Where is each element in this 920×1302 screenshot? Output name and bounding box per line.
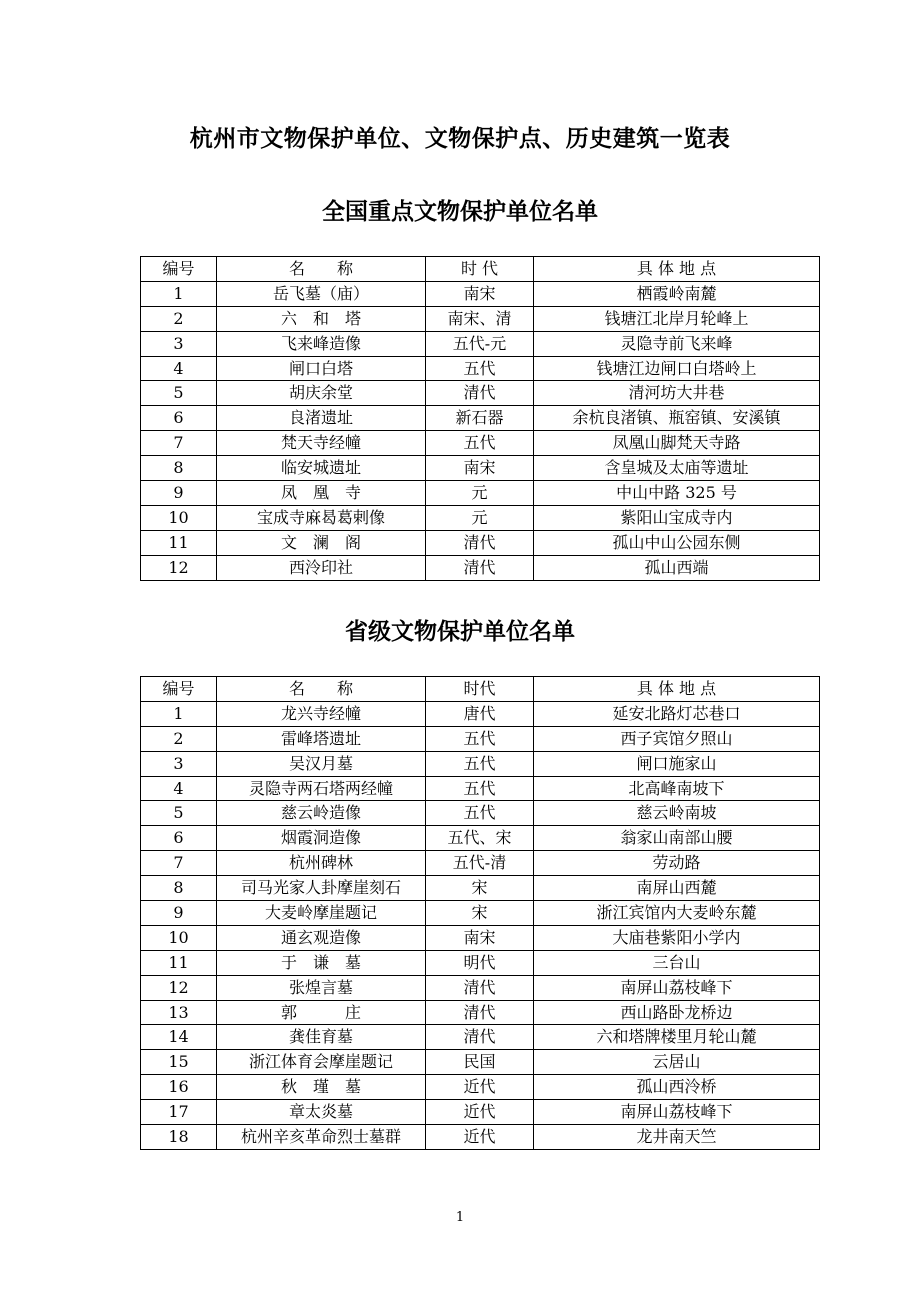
cell-location: 钱塘江北岸月轮峰上 xyxy=(534,306,820,331)
table-row xyxy=(141,356,820,381)
cell-number: 5 xyxy=(141,381,217,406)
cell-name: 胡庆余堂 xyxy=(217,381,426,406)
table-row xyxy=(141,701,820,726)
table-row xyxy=(141,431,820,456)
cell-era: 清代 xyxy=(426,555,534,580)
cell-era: 民国 xyxy=(426,1050,534,1075)
cell-era: 元 xyxy=(426,505,534,530)
cell-number: 9 xyxy=(141,901,217,926)
cell-name: 临安城遗址 xyxy=(217,456,426,481)
cell-name: 吴汉月墓 xyxy=(217,751,426,776)
cell-number: 7 xyxy=(141,851,217,876)
table-row xyxy=(141,1000,820,1025)
cell-location: 孤山西端 xyxy=(534,555,820,580)
cell-number: 2 xyxy=(141,726,217,751)
cell-location: 劳动路 xyxy=(534,851,820,876)
cell-era: 新石器 xyxy=(426,406,534,431)
cell-name: 慈云岭造像 xyxy=(217,801,426,826)
table-header-row xyxy=(141,257,820,282)
national-heritage-table xyxy=(140,256,820,581)
cell-number: 3 xyxy=(141,331,217,356)
cell-era: 明代 xyxy=(426,950,534,975)
cell-location: 闸口施家山 xyxy=(534,751,820,776)
cell-name: 灵隐寺两石塔两经幢 xyxy=(217,776,426,801)
header-location: 具 体 地 点 xyxy=(534,677,820,702)
cell-number: 16 xyxy=(141,1075,217,1100)
cell-location: 龙井南天竺 xyxy=(534,1125,820,1150)
cell-era: 五代 xyxy=(426,431,534,456)
table-row xyxy=(141,726,820,751)
cell-location: 西子宾馆夕照山 xyxy=(534,726,820,751)
table-row xyxy=(141,456,820,481)
cell-name: 宝成寺麻曷葛剌像 xyxy=(217,505,426,530)
cell-name: 文 澜 阁 xyxy=(217,530,426,555)
cell-era: 清代 xyxy=(426,975,534,1000)
cell-era: 五代 xyxy=(426,776,534,801)
table-row xyxy=(141,901,820,926)
cell-number: 10 xyxy=(141,505,217,530)
cell-name: 岳飞墓（庙） xyxy=(217,281,426,306)
cell-location: 云居山 xyxy=(534,1050,820,1075)
table-row xyxy=(141,801,820,826)
table-row xyxy=(141,530,820,555)
cell-name: 龙兴寺经幢 xyxy=(217,701,426,726)
table-row xyxy=(141,381,820,406)
cell-number: 2 xyxy=(141,306,217,331)
cell-era: 五代 xyxy=(426,751,534,776)
cell-name: 张煌言墓 xyxy=(217,975,426,1000)
cell-number: 1 xyxy=(141,701,217,726)
header-era: 时代 xyxy=(426,677,534,702)
cell-era: 五代、宋 xyxy=(426,826,534,851)
cell-location: 六和塔牌楼里月轮山麓 xyxy=(534,1025,820,1050)
table-row xyxy=(141,281,820,306)
cell-location: 栖霞岭南麓 xyxy=(534,281,820,306)
cell-name: 龚佳育墓 xyxy=(217,1025,426,1050)
cell-name: 烟霞洞造像 xyxy=(217,826,426,851)
cell-number: 17 xyxy=(141,1100,217,1125)
table-row xyxy=(141,1125,820,1150)
cell-era: 五代-清 xyxy=(426,851,534,876)
cell-era: 五代-元 xyxy=(426,331,534,356)
cell-era: 清代 xyxy=(426,1000,534,1025)
cell-location: 大庙巷紫阳小学内 xyxy=(534,925,820,950)
cell-name: 司马光家人卦摩崖刻石 xyxy=(217,876,426,901)
cell-era: 宋 xyxy=(426,901,534,926)
header-name: 名 称 xyxy=(217,257,426,282)
table-row xyxy=(141,1025,820,1050)
table-row xyxy=(141,306,820,331)
table-row xyxy=(141,481,820,506)
cell-number: 9 xyxy=(141,481,217,506)
cell-number: 12 xyxy=(141,555,217,580)
table-row xyxy=(141,1050,820,1075)
cell-location: 三台山 xyxy=(534,950,820,975)
cell-location: 余杭良渚镇、瓶窑镇、安溪镇 xyxy=(534,406,820,431)
cell-number: 4 xyxy=(141,356,217,381)
provincial-heritage-table xyxy=(140,676,820,1150)
cell-location: 南屏山荔枝峰下 xyxy=(534,975,820,1000)
cell-era: 五代 xyxy=(426,801,534,826)
cell-location: 灵隐寺前飞来峰 xyxy=(534,331,820,356)
header-era: 时 代 xyxy=(426,257,534,282)
cell-location: 浙江宾馆内大麦岭东麓 xyxy=(534,901,820,926)
national-list-title: 全国重点文物保护单位名单 xyxy=(322,198,598,225)
cell-number: 10 xyxy=(141,925,217,950)
cell-location: 清河坊大井巷 xyxy=(534,381,820,406)
cell-location: 南屏山西麓 xyxy=(534,876,820,901)
table-row xyxy=(141,1075,820,1100)
cell-location: 慈云岭南坡 xyxy=(534,801,820,826)
cell-location: 南屏山荔枝峰下 xyxy=(534,1100,820,1125)
cell-name: 飞来峰造像 xyxy=(217,331,426,356)
cell-number: 12 xyxy=(141,975,217,1000)
cell-era: 南宋 xyxy=(426,456,534,481)
cell-number: 14 xyxy=(141,1025,217,1050)
cell-location: 西山路卧龙桥边 xyxy=(534,1000,820,1025)
cell-location: 延安北路灯芯巷口 xyxy=(534,701,820,726)
cell-number: 3 xyxy=(141,751,217,776)
cell-location: 含皇城及太庙等遗址 xyxy=(534,456,820,481)
table-row xyxy=(141,851,820,876)
header-name: 名 称 xyxy=(217,677,426,702)
cell-era: 南宋 xyxy=(426,925,534,950)
cell-era: 南宋 xyxy=(426,281,534,306)
cell-era: 近代 xyxy=(426,1125,534,1150)
cell-number: 4 xyxy=(141,776,217,801)
cell-name: 凤 凰 寺 xyxy=(217,481,426,506)
table-row xyxy=(141,555,820,580)
cell-name: 西泠印社 xyxy=(217,555,426,580)
cell-number: 13 xyxy=(141,1000,217,1025)
cell-name: 大麦岭摩崖题记 xyxy=(217,901,426,926)
cell-location: 钱塘江边闸口白塔岭上 xyxy=(534,356,820,381)
cell-number: 7 xyxy=(141,431,217,456)
cell-location: 孤山中山公园东侧 xyxy=(534,530,820,555)
table-row xyxy=(141,331,820,356)
table-row xyxy=(141,876,820,901)
table-row xyxy=(141,751,820,776)
cell-number: 11 xyxy=(141,530,217,555)
table-row xyxy=(141,826,820,851)
cell-name: 通玄观造像 xyxy=(217,925,426,950)
cell-number: 1 xyxy=(141,281,217,306)
cell-era: 五代 xyxy=(426,726,534,751)
cell-era: 南宋、清 xyxy=(426,306,534,331)
cell-number: 6 xyxy=(141,406,217,431)
header-number: 编号 xyxy=(141,677,217,702)
cell-era: 近代 xyxy=(426,1075,534,1100)
provincial-list-title: 省级文物保护单位名单 xyxy=(345,618,575,645)
cell-era: 清代 xyxy=(426,1025,534,1050)
table-row xyxy=(141,1100,820,1125)
cell-era: 元 xyxy=(426,481,534,506)
cell-era: 唐代 xyxy=(426,701,534,726)
cell-number: 18 xyxy=(141,1125,217,1150)
cell-number: 11 xyxy=(141,950,217,975)
cell-number: 15 xyxy=(141,1050,217,1075)
header-number: 编号 xyxy=(141,257,217,282)
cell-era: 清代 xyxy=(426,530,534,555)
cell-era: 五代 xyxy=(426,356,534,381)
cell-name: 梵天寺经幢 xyxy=(217,431,426,456)
cell-era: 宋 xyxy=(426,876,534,901)
cell-name: 良渚遗址 xyxy=(217,406,426,431)
table-row xyxy=(141,505,820,530)
cell-number: 8 xyxy=(141,456,217,481)
cell-number: 6 xyxy=(141,826,217,851)
cell-name: 杭州碑林 xyxy=(217,851,426,876)
cell-name: 于 谦 墓 xyxy=(217,950,426,975)
cell-name: 郭 庄 xyxy=(217,1000,426,1025)
cell-location: 中山中路 325 号 xyxy=(534,481,820,506)
document-title: 杭州市文物保护单位、文物保护点、历史建筑一览表 xyxy=(189,125,731,152)
table-row xyxy=(141,975,820,1000)
cell-name: 杭州辛亥革命烈士墓群 xyxy=(217,1125,426,1150)
cell-name: 秋 瑾 墓 xyxy=(217,1075,426,1100)
header-location: 具 体 地 点 xyxy=(534,257,820,282)
cell-location: 孤山西泠桥 xyxy=(534,1075,820,1100)
cell-name: 六 和 塔 xyxy=(217,306,426,331)
cell-name: 闸口白塔 xyxy=(217,356,426,381)
cell-name: 章太炎墓 xyxy=(217,1100,426,1125)
table-header-row xyxy=(141,677,820,702)
cell-name: 浙江体育会摩崖题记 xyxy=(217,1050,426,1075)
table-row xyxy=(141,925,820,950)
cell-location: 凤凰山脚梵天寺路 xyxy=(534,431,820,456)
cell-number: 5 xyxy=(141,801,217,826)
cell-era: 近代 xyxy=(426,1100,534,1125)
cell-location: 紫阳山宝成寺内 xyxy=(534,505,820,530)
cell-era: 清代 xyxy=(426,381,534,406)
cell-location: 北高峰南坡下 xyxy=(534,776,820,801)
cell-number: 8 xyxy=(141,876,217,901)
table-row xyxy=(141,406,820,431)
page-number: 1 xyxy=(455,1210,465,1225)
cell-location: 翁家山南部山腰 xyxy=(534,826,820,851)
table-row xyxy=(141,776,820,801)
table-row xyxy=(141,950,820,975)
cell-name: 雷峰塔遗址 xyxy=(217,726,426,751)
